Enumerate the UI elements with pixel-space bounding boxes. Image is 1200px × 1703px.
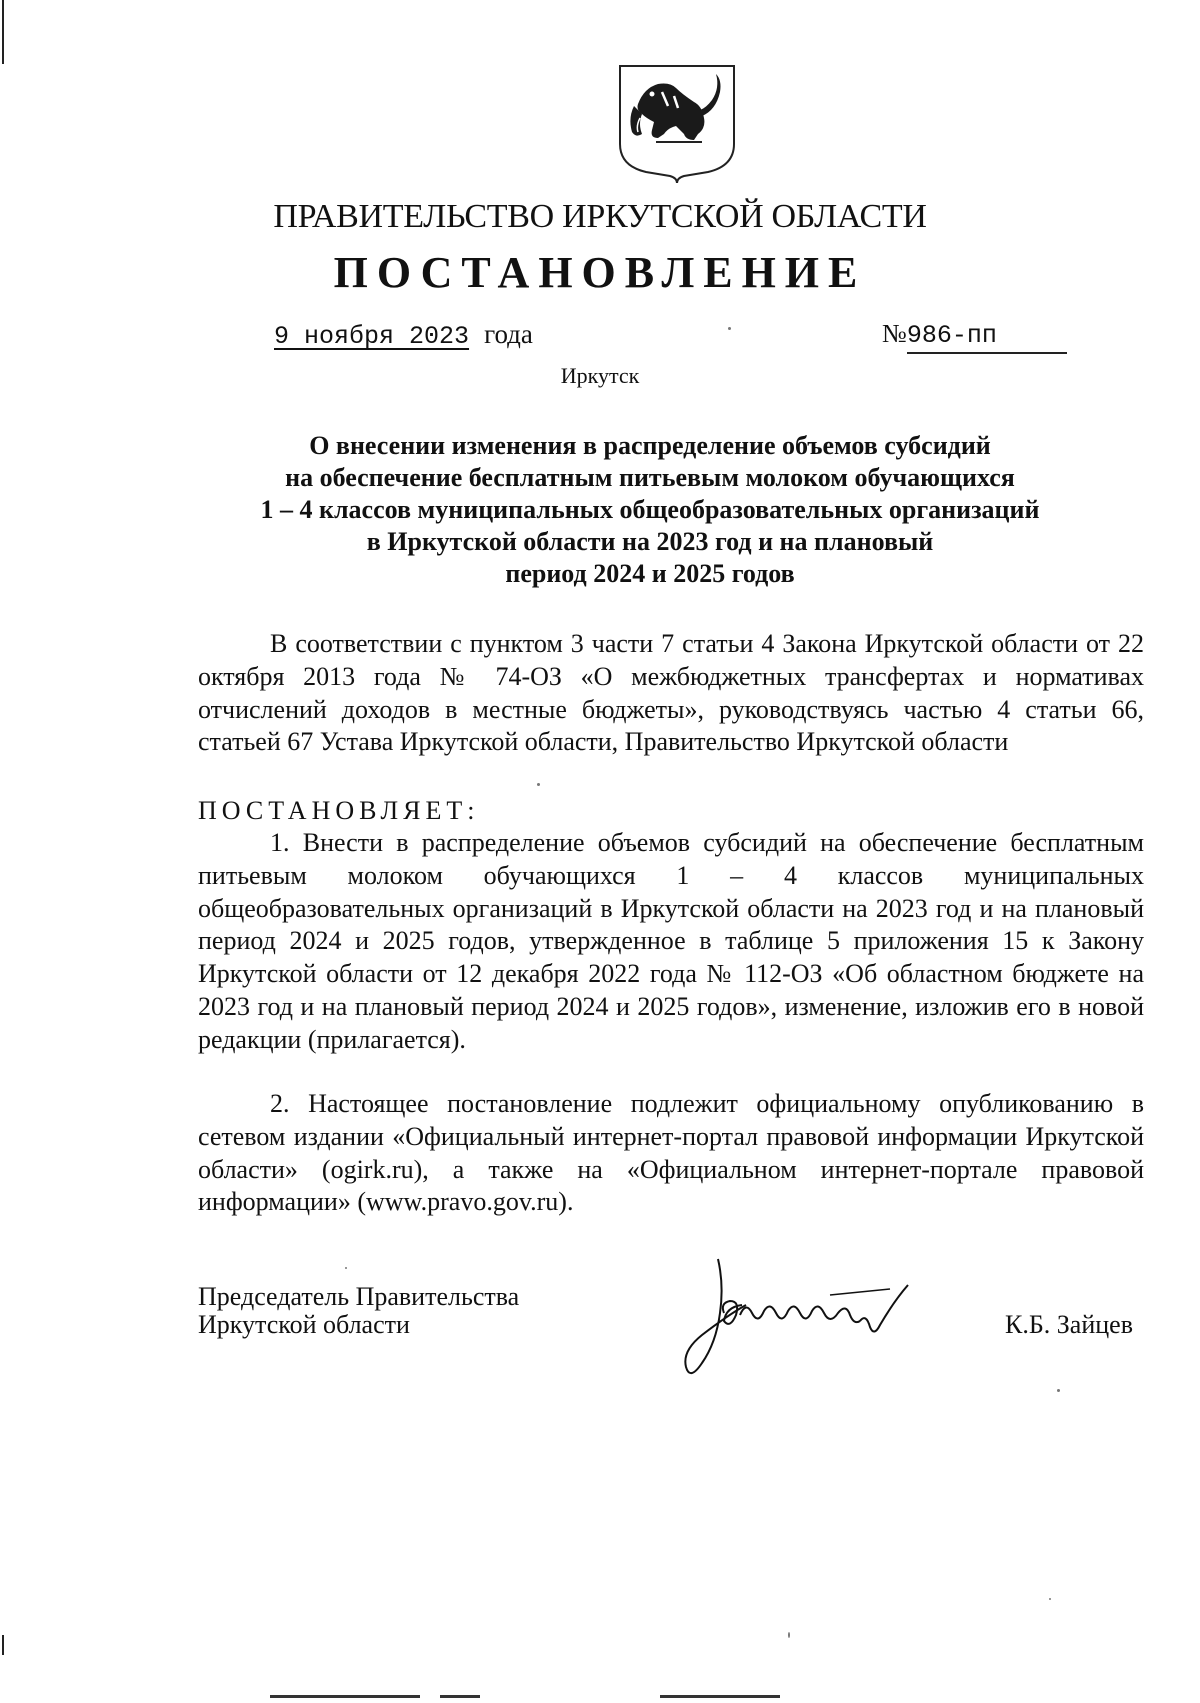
scan-speck: [345, 1267, 347, 1269]
document-number: [882, 318, 1067, 354]
title-line: О внесении изменения в распределение объемов субсидий: [309, 431, 991, 460]
signer-position: [198, 1283, 519, 1339]
date-value: 9 ноября 2023: [274, 322, 470, 351]
resolves-heading: ПОСТАНОВЛЯЕТ:: [198, 796, 480, 825]
document-title: [200, 430, 1100, 590]
scan-edge-mark: [270, 1694, 790, 1700]
title-line: период 2024 и 2025 годов: [505, 559, 795, 588]
document-type-heading: ПОСТАНОВЛЕНИЕ: [333, 248, 867, 297]
item-1-paragraph: 1. Внести в распределение объемов субсидий на обеспечение бесплатным питьевым молоком обучающихся 1 – 4 классов муниципальных общеобразовательных организаций в Иркутской области на 2023 год и на плановый период 2024 и 2025 годов, утвержденное в таблице 5 приложения 15 к Закону Иркутской области от 12 декабря 2022 года № 112-ОЗ «Об областном бюджете на 2023 год и на плановый период 2024 и 2025 годов», изменение, изложив его в новой редакции (прилагается).: [198, 828, 1144, 1054]
scan-speck: [537, 783, 540, 786]
document-date: [274, 318, 533, 353]
signer-position-line: Председатель Правительства: [198, 1282, 520, 1311]
coat-of-arms-icon: [616, 62, 738, 184]
scan-edge-mark: [2, 1635, 4, 1655]
number-value: 986-пп: [907, 320, 1067, 354]
preamble-paragraph: В соответствии с пунктом 3 части 7 статьи 4 Закона Иркутской области от 22 октября 2013 года № 74-ОЗ «О межбюджетных трансфертах и нормативах отчислений доходов в местные бюджеты», руководствуясь частью 4 статьи 66, статьей 67 Устава Иркутской области, Правительство Иркутской области: [198, 629, 1144, 757]
scan-speck: [1057, 1389, 1060, 1392]
city-name: Иркутск: [560, 363, 640, 388]
title-line: 1 – 4 классов муниципальных общеобразовательных организаций: [260, 495, 1040, 524]
signer-name: К.Б. Зайцев: [1005, 1310, 1133, 1339]
number-sign: №: [882, 319, 907, 348]
signer-position-line: Иркутской области: [198, 1310, 410, 1339]
scan-speck: [788, 1632, 790, 1638]
scan-speck: [728, 327, 731, 330]
scan-edge-mark: [2, 0, 4, 64]
item-2-paragraph: 2. Настоящее постановление подлежит официальному опубликованию в сетевом издании «Официальный интернет-портал правовой информации Иркутской области» (ogirk.ru), а также на «Официальном интернет-портале правовой информации» (www.pravo.gov.ru).: [198, 1089, 1144, 1217]
scan-speck: [1049, 1598, 1051, 1600]
title-line: на обеспечение бесплатным питьевым молоком обучающихся: [285, 463, 1015, 492]
date-suffix: года: [484, 319, 533, 349]
signature-icon: [680, 1255, 960, 1390]
organization-name: ПРАВИТЕЛЬСТВО ИРКУТСКОЙ ОБЛАСТИ: [273, 198, 927, 235]
title-line: в Иркутской области на 2023 год и на плановый: [366, 527, 934, 556]
